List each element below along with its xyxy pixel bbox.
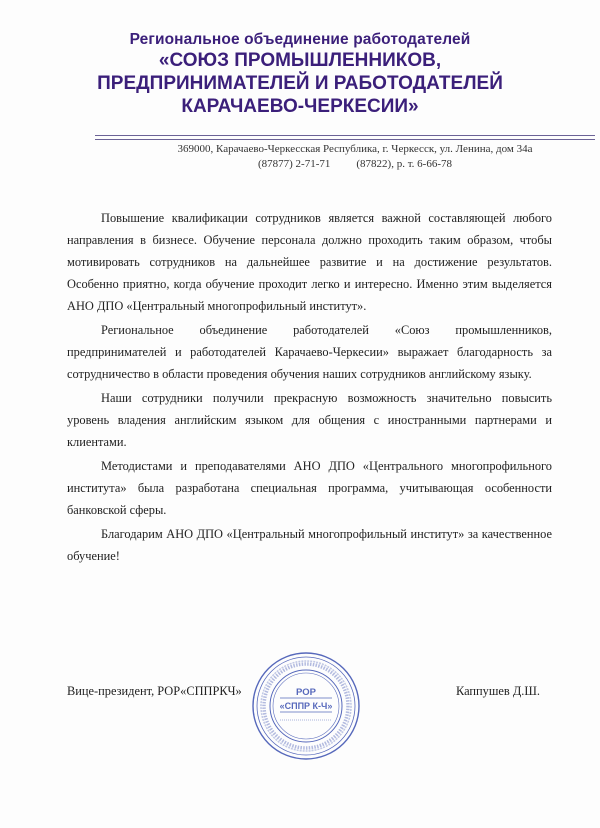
letterhead-title-line-1: «СОЮЗ ПРОМЫШЛЕННИКОВ,: [158, 50, 442, 71]
body-paragraph-3: Наши сотрудники получили прекрасную возможность значительно повысить уровень владения английским языком для общения с иностранными партнерами и клиентами.: [67, 391, 552, 449]
contact-address: 369000, Карачаево-Черкесская Республика, г. Черкесск, ул. Ленина, дом 34а: [177, 143, 533, 155]
header-divider-top: [95, 135, 595, 136]
seal-center-line-2: «СППР К-Ч»: [279, 701, 333, 711]
organization-seal-stamp: [250, 650, 362, 762]
signatory-title: Вице-президент, РОР«СППРКЧ»: [67, 684, 242, 698]
seal-center-line-1: РОР: [296, 687, 316, 698]
contact-phones: [110, 158, 600, 170]
signatory-name: Каппушев Д.Ш.: [455, 684, 540, 698]
body-paragraph-4: Методистами и преподавателями АНО ДПО «Центрального многопрофильного института» была разработана специальная программа, учитывающая особенности банковской сферы.: [67, 459, 552, 517]
contact-phone-2: (87822), р. т. 6-66-78: [356, 158, 453, 170]
letterhead-org-line: Региональное объединение работодателей: [129, 31, 471, 48]
letter-body: [67, 207, 552, 569]
letterhead-title-line-2: ПРЕДПРИНИМАТЕЛЕЙ И РАБОТОДАТЕЛЕЙ: [97, 73, 503, 94]
letterhead: [0, 30, 600, 118]
body-paragraph-5: Благодарим АНО ДПО «Центральный многопрофильный институт» за качественное обучение!: [67, 527, 552, 563]
body-paragraph-1: Повышение квалификации сотрудников является важной составляющей любого направления в бизнесе. Обучение персонала должно проходить таким образом, чтобы мотивировать сотрудников на дальнейшее развитие и на достижение результатов. Особенно приятно, когда обучение проходит легко и интересно. Именно этим выделяется АНО ДПО «Центральный многопрофильный институт».: [67, 211, 552, 313]
letterhead-title-line-3: КАРАЧАЕВО-ЧЕРКЕСИИ»: [181, 96, 419, 117]
body-paragraph-2: Региональное объединение работодателей «Союз промышленников, предпринимателей и работодателей Карачаево-Черкесии» выражает благодарность за сотрудничество в области проведения обучения наших сотрудников английскому языку.: [67, 323, 552, 381]
contact-phone-1: (87877) 2-71-71: [257, 158, 331, 170]
header-divider-bottom: [95, 139, 595, 140]
